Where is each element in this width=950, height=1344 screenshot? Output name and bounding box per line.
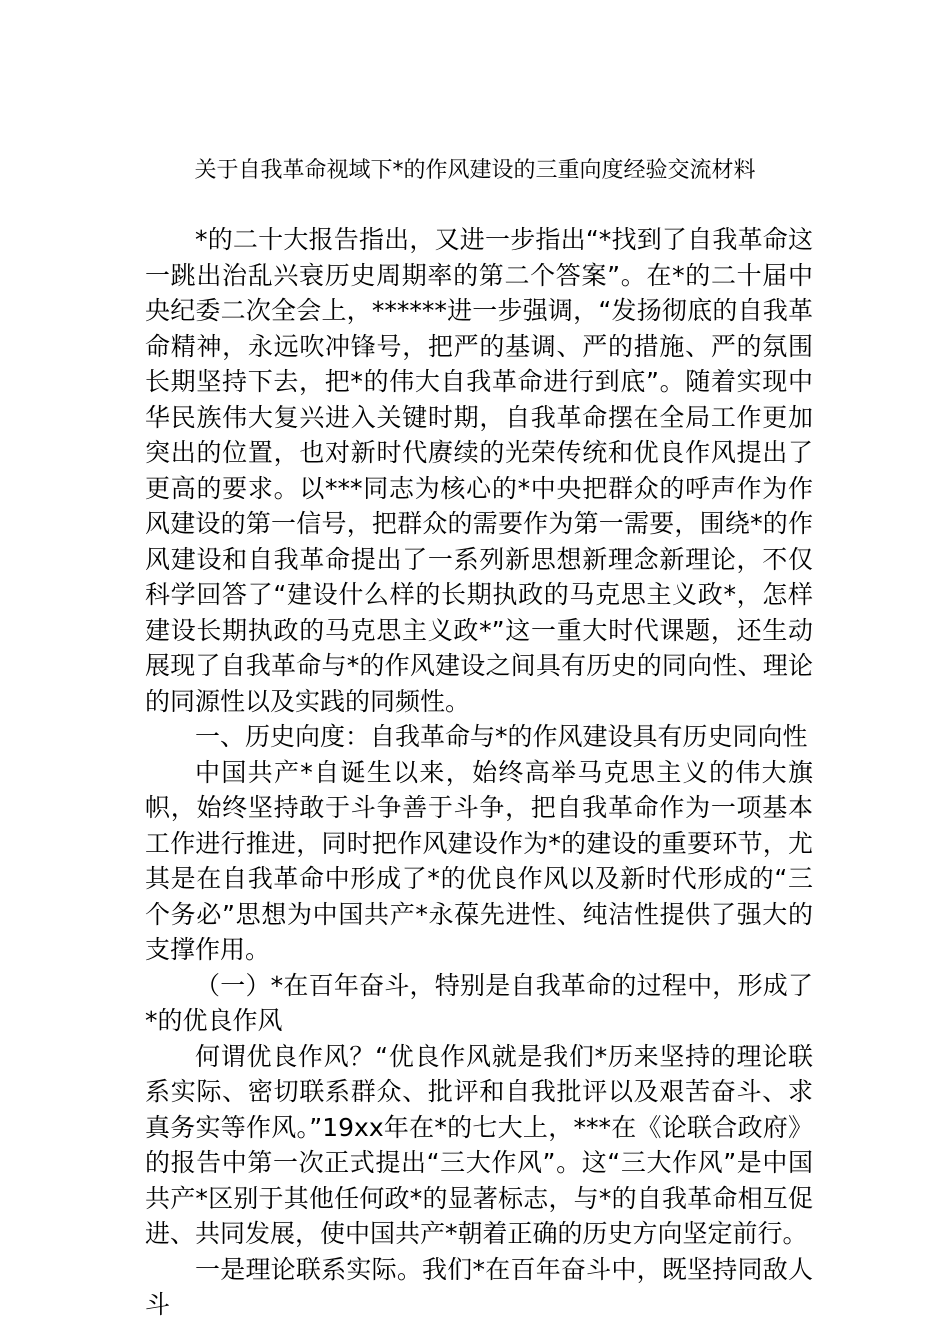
intro-paragraph: *的二十大报告指出，又进一步指出“*找到了自我革命这一跳出治乱兴衰历史周期率的第二个答案”。在*的二十届中央纪委二次全会上，******进一步强调，“发扬彻底的自我革命精神，永远吹冲锋号，把严的基调、严的措施、严的氛围长期坚持下去，把*的伟大自我革命进行到底”。随着实现中华民族伟大复兴进入关键时期，自我革命摆在全局工作更加突出的位置，也对新时代赓续的光荣传统和优良作风提出了更高的要求。以***同志为核心的*中央把群众的呼声作为作风建设的第一信号，把群众的需要作为第一需要，围绕*的作风建设和自我革命提出了一系列新思想新理念新理论，不仅科学回答了“建设什么样的长期执政的马克思主义政*，怎样建设长期执政的马克思主义政*”这一重大时代课题，还生动展现了自我革命与*的作风建设之间具有历史的同向性、理论的同源性以及实践的同频性。 xyxy=(145,225,813,716)
fine-style-paragraph: 何谓优良作风？“优良作风就是我们*历来坚持的理论联系实际、密切联系群众、批评和自我批评以及艰苦奋斗、求真务实等作风。”19xx年在*的七大上，***在《论联合政府》的报告中第一次正式提出“三大作风”。这“三大作风”是中国共产*区别于其他任何政*的显著标志，与*的自我革命相互促进、共同发展，使中国共产*朝着正确的历史方向坚定前行。 xyxy=(145,1041,813,1248)
subsection-heading-1: （一）*在百年奋斗，特别是自我革命的过程中，形成了*的优良作风 xyxy=(145,970,813,1035)
history-paragraph: 中国共产*自诞生以来，始终高举马克思主义的伟大旗帜，始终坚持敢于斗争善于斗争，把自我革命作为一项基本工作进行推进，同时把作风建设作为*的建设的重要环节，尤其是在自我革命中形成了*的优良作风以及新时代形成的“三个务必”思想为中国共产*永葆先进性、纯洁性提供了强大的支撑作用。 xyxy=(145,757,813,964)
theory-practice-paragraph: 一是理论联系实际。我们*在百年奋斗中，既坚持同敌人斗 xyxy=(145,1254,813,1319)
section-heading-history: 一、历史向度：自我革命与*的作风建设具有历史同向性 xyxy=(195,722,808,751)
document-title: 关于自我革命视域下*的作风建设的三重向度经验交流材料 xyxy=(194,158,756,183)
document-body xyxy=(145,222,813,1323)
